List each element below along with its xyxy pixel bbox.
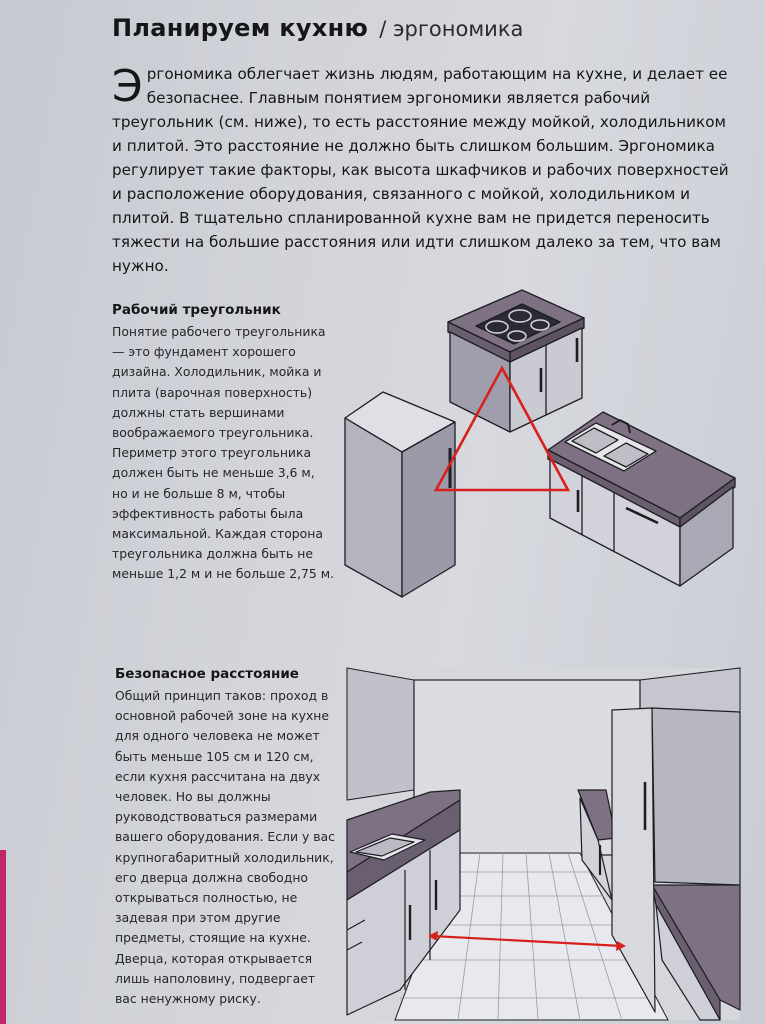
page-title: Планируем кухню (112, 14, 369, 42)
section-body-working-triangle: Понятие рабочего треугольника — это фундамент хорошего дизайна. Холодильник, мойка и плита (варочная поверхность) должны стать вершинами воображаемого треугольника. Периметр этого треугольника должен быть не меньше 3,6 м, но и не больше 8 м, чтобы эффективность работы была максимальной. Каждая сторона треугольника должна быть не меньше 1,2 м и не больше 2,75 м. (112, 324, 335, 582)
page-subtitle: / эргономика (379, 17, 524, 41)
drop-cap: Э (112, 61, 143, 112)
section-title-working-triangle: Рабочий треугольник (112, 302, 281, 318)
section-title-safe-distance: Безопасное расстояние (115, 666, 299, 682)
intro-text: ргономика облегчает жизнь людям, работающим на кухне, и делает ее безопаснее. Главным понятием эргономики является рабочий треугольник (см. ниже), то есть расстояние между мойкой, холодильником и плитой. Это расстояние не должно быть слишком большим. Эргономика регулирует такие факторы, как высота шкафчиков и рабочих поверхностей и расположение оборудования, связанного с мойкой, холодильником и плитой. В тщательно спланированной кухне вам не придется переносить тяжести на большие расстояния или идти слишком далеко за тем, что вам нужно. (112, 65, 729, 275)
section-body-safe-distance: Общий принцип таков: проход в основной рабочей зоне на кухне для одного человека не может быть меньше 105 см и 120 см, если кухня рассчитана на двух человек. Но вы должны руководствоваться размерами вашего оборудования. Если у вас крупногабаритный холодильник, его дверца должна свободно открываться полностью, не задевая при этом другие предметы, стоящие на кухне. Дверца, которая открывается лишь наполовину, подвергает вас ненужному риску. (115, 688, 335, 1007)
